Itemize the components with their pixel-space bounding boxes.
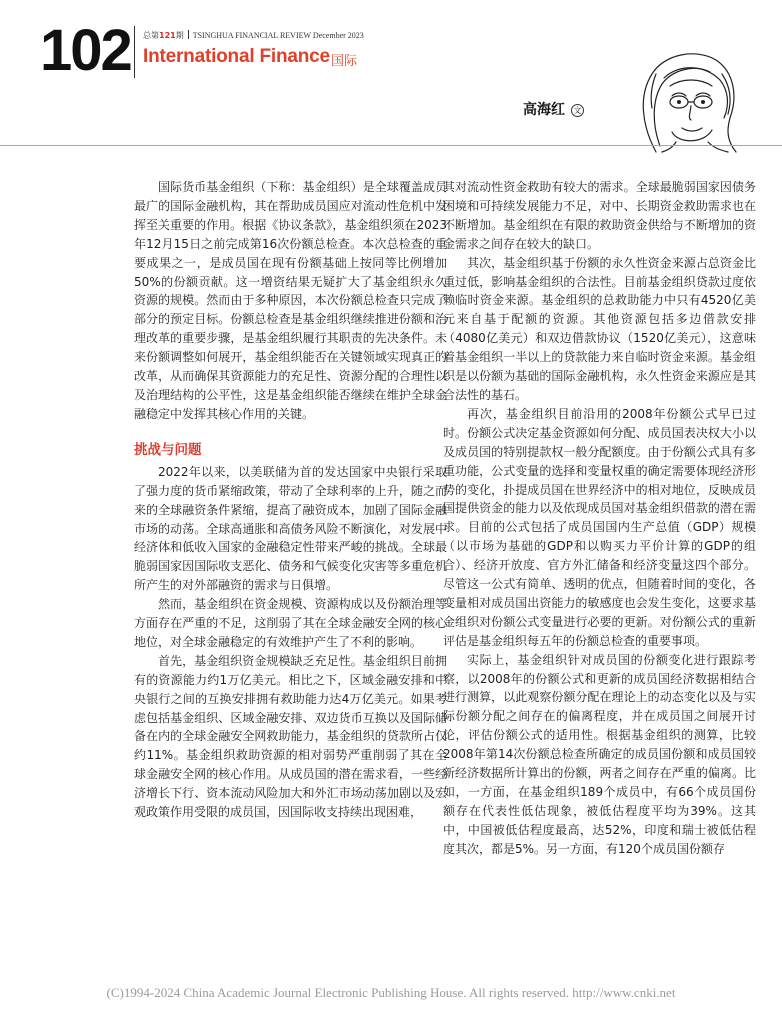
header-divider (134, 26, 135, 78)
paragraph: 其次，基金组织基于份额的永久性资金来源占总资金比重过低，影响基金组织的合法性。目前基金组织贷款过度依赖临时资金来源。基金组织的总救助能力中只有4520亿美元来自基于配额的资源。其他资源包括多边借款安排（4080亿美元）和双边借款协议（1520亿美元），这意味着基金组织一半以上的贷款能力来自临时资金来源。基金组织是以份额为基础的国际金融机构，永久性资金来源应是其合法性的基石。 (443, 255, 756, 402)
issue-total (143, 31, 184, 40)
author-name: 高海红 (523, 102, 565, 118)
header-rule (0, 145, 782, 146)
section-heading: 挑战与问题 (134, 441, 202, 458)
paragraph: 再次，基金组织目前沿用的2008年份额公式早已过时。份额公式决定基金资源如何分配、成员国表决权大小以及成员国的特别提款权一般分配额度。由于份额公式具有多重功能，公式变量的选择和变量权重的确定需要体现经济形势的变化，扑提成员国在世界经济中的相对地位，反映成员国提供资金的能力以及依现成员国对基金组织借款的潜在需求。目前的公式包括了成员国国内生产总值（GDP）规模（以市场为基础的GDP和以购买力平价计算的GDP的组合）、经济开放度、官方外汇储备和经济变量这四个部分。尽管这一公式有简单、透明的优点，但随着时间的变化，各变量相对成员国出资能力的敏感度也会发生变化，这要求基金组织对份额公式变量进行必要的更新。对份额公式的重新评估是基金组织每五年的份额总检查的重要事项。 (443, 406, 756, 648)
article-column-left (134, 178, 447, 822)
issue-suffix: 期 (175, 31, 184, 40)
issue-line (143, 30, 364, 41)
author-portrait-sketch (612, 34, 762, 154)
paragraph: 2022年以来，以美联储为首的发达国家中央银行采取了强力度的货币紧缩政策，带动了全球利率的上升，随之而来的全球融资条件紧缩，提高了融资成本，加剧了国际金融市场的动荡。全球高通胀和高债务风险不断演化，对发展中经济体和低收入国家的金融稳定性带来严峻的挑战。全球最脆弱国家因国际收支恶化、债务和气候变化灾害等多重危机所产生的对外部融资的需求与日俱增。 (134, 464, 447, 593)
section-title-en: International Finance (143, 46, 330, 67)
copyright-footer: (C)1994-2024 China Academic Journal Electronic Publishing House. All rights reserved. http://www.cnki.net (106, 985, 676, 1000)
paragraph: 实际上，基金组织针对成员国的份额变化进行跟踪考察，以2008年的份额公式和更新的成员国经济数据相结合进行测算，以此观察份额分配在理论上的动态变化以及与实际份额分配之间存在的偏离程度，并在成员国之间展开讨论，评估份额公式的适用性。根据基金组织的测算，比较2008年第14次份额总检查所确定的成员国份额和成员国较新经济数据所计算出的份额，两者之间存在严重的偏离。比如，一方面，在基金组织189个成员中，有66个成员国份额存在代表性低估现象，被低估程度平均为39%。这其中，中国被低估程度最高，达52%，印度和瑞士被低估程度其次，都是5%。另一方面，有120个成员国份额存 (443, 652, 756, 856)
journal-name: TSINGHUA FINANCIAL REVIEW December 2023 (192, 31, 364, 40)
paragraph: 首先，基金组织资金规模缺乏充足性。基金组织目前拥有的资源能力约1万亿美元。相比之下，区域金融安排和中央银行之间的互换安排拥有救助能力达4万亿美元。如果考虑包括基金组织、区域金融安排、双边货币互换以及国际储备在内的全球金融安全网救助能力，基金组织的贷款所占仅约11%。基金组织救助资源的相对弱势严重削弱了其在全球金融安全网的核心作用。从成员国的潜在需求看，一些经济增长下行、资本流动风险加大和外汇市场动荡加剧以及宏观政策作用受限的成员国，因国际收支持续出现困难， (134, 653, 447, 820)
paragraph: 然而，基金组织在资金规模、资源构成以及份额治理等方面存在严重的不足，这削弱了其在全球金融安全网的核心地位，对全球金融稳定的有效维护产生了不利的影响。 (134, 597, 447, 649)
issue-separator (188, 30, 189, 39)
section-title-zh: 国际 (331, 54, 358, 69)
paragraph: 国际货币基金组织（下称：基金组织）是全球覆盖成员最广的国际金融机构，其在帮助成员国应对流动性危机中发挥至关重要的作用。根据《协议条款》，基金组织须在2023年12月15日之前完成第16次份额总检查。本次总检查的重要成果之一，是成员国在现有份额基础上按同等比例增加50%的份额贡献。这一增资结果无疑扩大了基金组织永久资源的规模。然而由于多种原因，本次份额总检查只完成了部分的预定目标。份额总检查是基金组织继续推进份额和治理改革的重要步骤，是基金组织履行其职责的先决条件。未来份额调整如何展开，基金组织能否在关键领域实现真正的改革，从而确保其资源能力的充足性、资源分配的合理性以及治理结构的公平性，这是基金组织能否继续在维护全球金融稳定中发挥其核心作用的关键。 (134, 180, 447, 421)
issue-prefix: 总第 (143, 31, 159, 40)
page-number: 102 (40, 18, 131, 83)
author-badge-icon: 文 (571, 104, 584, 117)
author-byline (523, 99, 584, 119)
article-column-right (443, 178, 756, 859)
issue-number: 121 (159, 31, 176, 40)
paragraph: 其对流动性资金救助有较大的需求。全球最脆弱国家因债务困境和可持续发展能力不足，对中、长期资金救助需求也在不断增加。基金组织在有限的救助资金供给与不断增加的资金需求之间存在较大的缺口。 (443, 180, 756, 251)
